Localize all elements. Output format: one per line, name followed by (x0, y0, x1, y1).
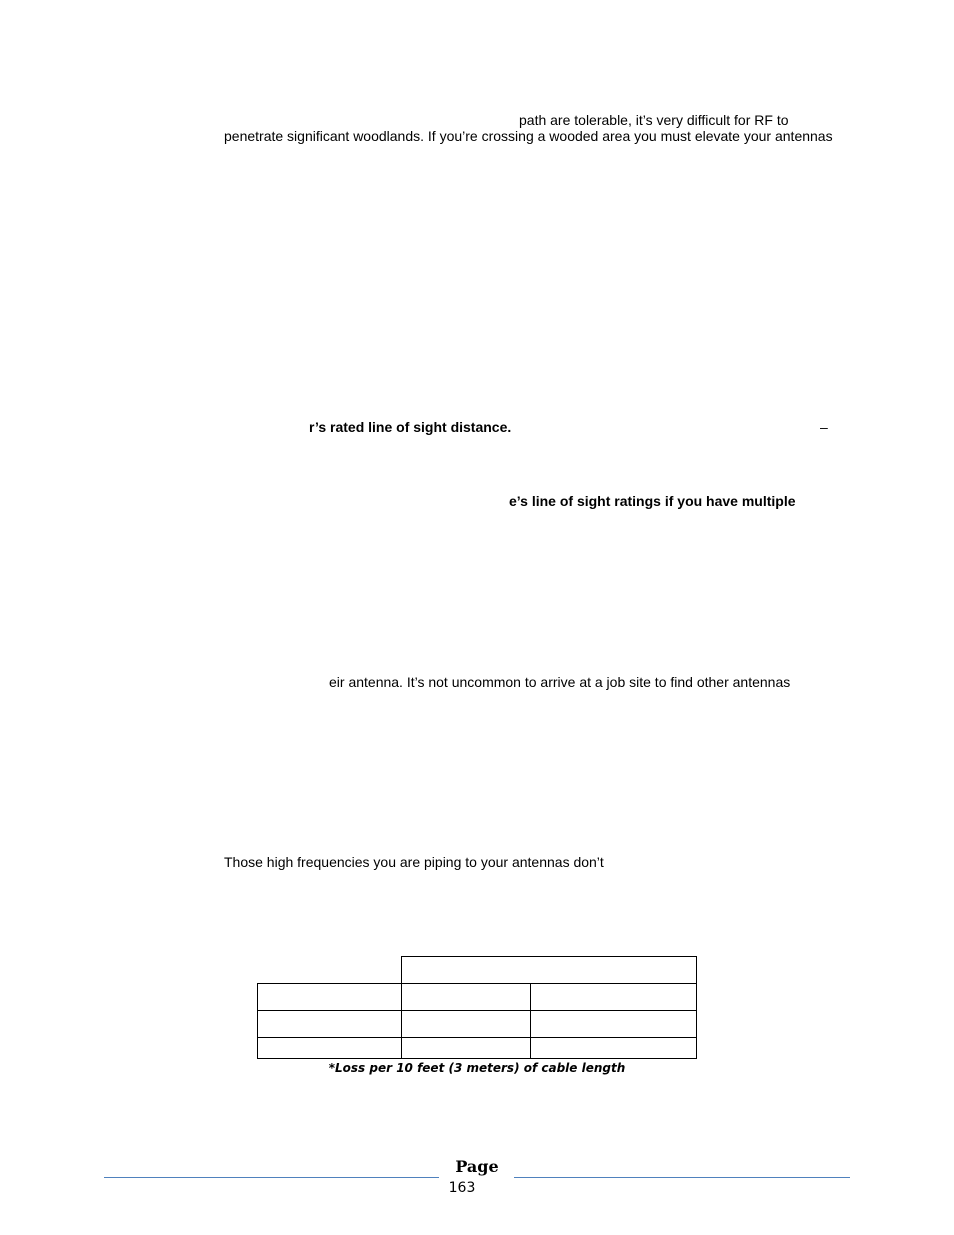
table-cell (531, 1011, 697, 1038)
table-caption: *Loss per 10 feet (3 meters) of cable length (328, 1061, 626, 1075)
table-row (258, 957, 697, 984)
footer-rule-left (104, 1177, 439, 1178)
text-fragment: Those high frequencies you are piping to your antennas don’t (224, 854, 604, 870)
dash-fragment: – (820, 419, 828, 435)
text-fragment: eir antenna. It’s not uncommon to arrive at a job site to find other antennas (329, 674, 791, 690)
page-label: Page (455, 1157, 499, 1176)
table-row (258, 1011, 697, 1038)
table-cell (258, 984, 402, 1011)
table-cell (402, 957, 697, 984)
text-fragment: path are tolerable, it’s very difficult for RF to (519, 112, 789, 128)
table-cell (402, 1011, 531, 1038)
text-fragment: penetrate significant woodlands. If you’re crossing a wooded area you must elevate your antennas (224, 128, 833, 144)
cable-loss-table (257, 956, 697, 1059)
table-row (258, 984, 697, 1011)
table-cell (402, 984, 531, 1011)
table-cell (258, 1011, 402, 1038)
table-cell (531, 984, 697, 1011)
page-number: 163 (448, 1180, 476, 1196)
table-row (258, 1038, 697, 1059)
bold-text-fragment: r’s rated line of sight distance. (309, 419, 512, 435)
bold-text-fragment: e’s line of sight ratings if you have multiple (509, 493, 796, 509)
table-cell (258, 957, 402, 984)
table-cell (531, 1038, 697, 1059)
table-cell (258, 1038, 402, 1059)
footer-rule-right (514, 1177, 850, 1178)
table-cell (402, 1038, 531, 1059)
